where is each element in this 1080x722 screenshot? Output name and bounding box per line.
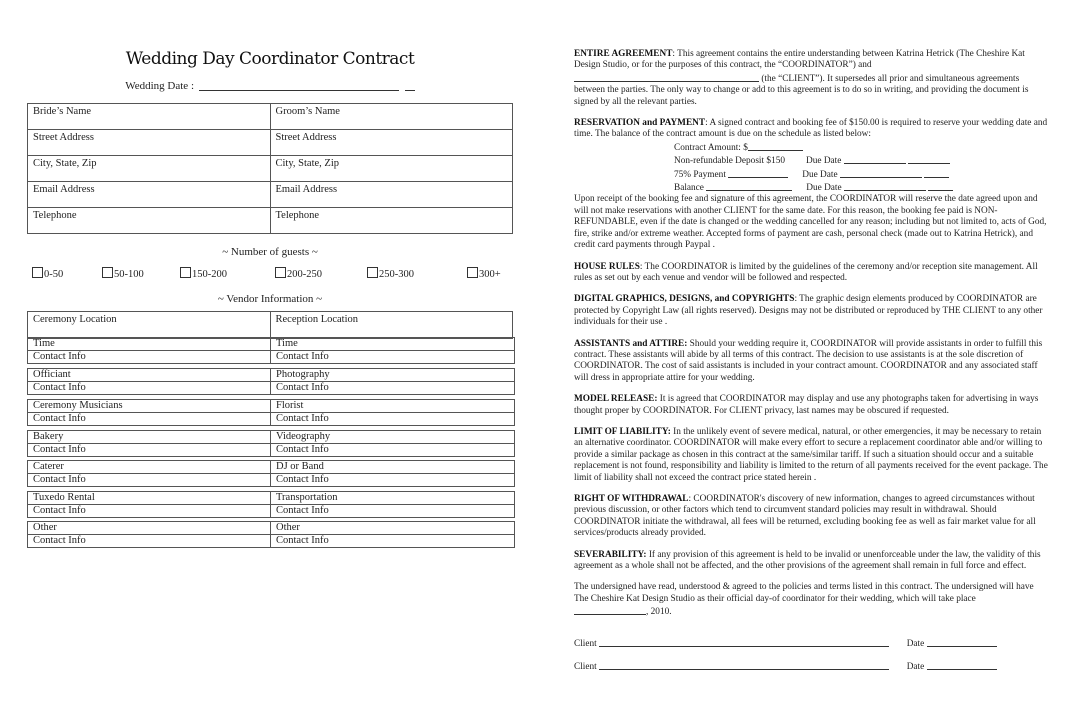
- deposit-label: Non-refundable Deposit $150: [674, 156, 786, 167]
- vendor-field[interactable]: Videography: [276, 431, 331, 442]
- client-info-table: [27, 103, 513, 234]
- liability-text: In the unlikely event of severe medical, natural, or other emergencies, it may be necessary to retain an alternative coordinator. COORDINATOR will make every effort to secure a replacement coordinator able and/or willing to provide a similar package as chosen in this contract at the same/similar tariff. If such a situation should occur and a suitable replacement is not found, responsibility and liability is limited to the return of all payments received for the event package. The limit of liability shall not exceed the contract price stated herein .: [574, 426, 1048, 483]
- entire-agreement: [574, 49, 1050, 108]
- checkbox-icon[interactable]: [275, 267, 286, 278]
- client-field-right[interactable]: Email Address: [270, 182, 513, 208]
- checkbox-icon[interactable]: [467, 267, 478, 278]
- balance-amount-line[interactable]: [706, 181, 792, 191]
- payment-due-label: Due Date: [802, 169, 838, 180]
- assistants-heading: ASSISTANTS and ATTIRE:: [574, 338, 688, 349]
- client-field-left[interactable]: Street Address: [28, 130, 271, 156]
- balance-label: Balance: [674, 183, 704, 194]
- vendor-field[interactable]: Contact Info: [28, 351, 271, 363]
- vendor-row: [28, 350, 514, 363]
- vendor-row: [28, 473, 514, 486]
- vendor-field[interactable]: Florist: [276, 400, 304, 411]
- vendor-block: [27, 368, 515, 395]
- entire-agreement-heading: ENTIRE AGREEMENT: [574, 49, 673, 59]
- terms-column: [574, 49, 1050, 629]
- guest-option-label: 50-100: [114, 269, 144, 280]
- client-field-right[interactable]: Telephone: [270, 208, 513, 234]
- severability-heading: SEVERABILITY:: [574, 549, 647, 560]
- vendor-row: [28, 369, 514, 381]
- model-release: [574, 394, 1050, 417]
- vendor-row: [28, 534, 514, 547]
- guest-option-label: 250-300: [379, 269, 414, 280]
- vendor-field[interactable]: Contact Info: [28, 535, 271, 547]
- checkbox-icon[interactable]: [367, 267, 378, 278]
- payment-due-line[interactable]: [840, 168, 922, 178]
- vendor-field[interactable]: Contact Info: [276, 505, 329, 516]
- date-line-1[interactable]: [927, 637, 997, 647]
- checkbox-icon[interactable]: [32, 267, 43, 278]
- vendor-block: [27, 399, 515, 426]
- contract-amount-label: Contract Amount: $: [674, 142, 748, 153]
- vendor-row: [28, 504, 514, 517]
- vendor-field[interactable]: Other: [28, 522, 271, 534]
- wedding-date-field[interactable]: [27, 80, 513, 92]
- client-signature-row-1: [574, 637, 997, 649]
- withdrawal-heading: RIGHT OF WITHDRAWAL: [574, 494, 689, 504]
- vendor-block: [27, 460, 515, 487]
- entire-agreement-text-b: (the “CLIENT”). It supersedes all prior and simultaneous agreements between the parties. The only way to change or add to this agreement is to do so in writing, and providing the document is signed by all the relevant parties.: [574, 73, 1029, 107]
- payment-due-line-2[interactable]: [924, 168, 949, 178]
- reservation-followup: Upon receipt of the booking fee and signature of this agreement, the COORDINATOR will reserve the date agreed upon and will not make reservations with another CLIENT for the same date. For this reason, the booking fee paid is NON-REFUNDABLE, even if the date is changed or the wedding cancelled for any reason; including but not limited to, acts of God, fire, strike and/or extreme weather. Accepted forms of payment are cash, personal check (made out to Katrina Hetrick), and credit card payments through Paypal .: [574, 194, 1047, 251]
- reservation-text: : A signed contract and booking fee of $150.00 is required to reserve your wedding date and time. The balance of the contract amount is due on the schedule as listed below:: [574, 118, 1048, 140]
- model-release-heading: MODEL RELEASE:: [574, 394, 658, 405]
- undersigned-statement: [574, 582, 1050, 618]
- client-label-2: Client: [574, 662, 597, 672]
- deposit-due-label: Due Date: [806, 156, 842, 167]
- vendor-field[interactable]: Transportation: [276, 492, 338, 503]
- vendor-block: [27, 491, 515, 518]
- balance-due-line[interactable]: [844, 181, 926, 191]
- house-rules: [574, 262, 1050, 285]
- client-field-right[interactable]: Groom’s Name: [270, 104, 513, 130]
- vendor-field[interactable]: Time: [28, 338, 271, 350]
- balance-due-label: Due Date: [806, 183, 842, 194]
- balance-due-line-2[interactable]: [928, 181, 953, 191]
- client-field-left[interactable]: Bride’s Name: [28, 104, 271, 130]
- guest-option[interactable]: [467, 267, 501, 280]
- guest-option-label: 300+: [479, 269, 501, 280]
- vendor-field[interactable]: Photography: [276, 369, 330, 380]
- vendor-field[interactable]: Time: [276, 338, 298, 349]
- page-title: Wedding Day Coordinator Contract: [125, 49, 415, 69]
- client-info-row: [28, 130, 513, 156]
- digital-graphics: [574, 294, 1050, 328]
- vendor-row: [28, 492, 514, 504]
- guests-heading: ~ Number of guests ~: [222, 246, 318, 258]
- guest-option[interactable]: [367, 267, 414, 280]
- payment-amount-line[interactable]: [728, 168, 788, 178]
- house-rules-text: : The COORDINATOR is limited by the guidelines of the ceremony and/or reception site management. All rules as set out by each venue and vendor will be followed and respected.: [574, 261, 1038, 283]
- vendor-field[interactable]: Tuxedo Rental: [28, 492, 271, 504]
- guest-option-label: 200-250: [287, 269, 322, 280]
- model-release-text: It is agreed that COORDINATOR may display and use any photographs taken for advertising in ways thought proper by COORDINATOR. For CLIENT privacy, last names may be obscured if requested.: [574, 394, 1039, 416]
- vendor-field[interactable]: Contact Info: [276, 382, 329, 393]
- limit-liability: [574, 427, 1050, 484]
- vendor-field[interactable]: Other: [276, 522, 300, 533]
- house-rules-heading: HOUSE RULES: [574, 261, 640, 272]
- vendor-row: [28, 400, 514, 412]
- vendor-heading: ~ Vendor Information ~: [217, 293, 323, 305]
- vendor-row: [28, 338, 514, 350]
- guest-option[interactable]: [180, 267, 227, 280]
- client-field-left[interactable]: City, State, Zip: [28, 156, 271, 182]
- client-name-line[interactable]: [574, 72, 759, 82]
- withdrawal-text: : COORDINATOR's discovery of new information, changes to agreed circumstances without previous discussion, or other factors which tend to circumvent standard policies may result in withdrawal. Should COORDINATOR initiate the withdrawal, all fees will be returned, excluding booking fee as well as fair market value for all services/products already provided.: [574, 494, 1036, 539]
- client-info-row: [28, 208, 513, 234]
- vendor-field[interactable]: Contact Info: [28, 505, 271, 517]
- reception-location-field[interactable]: Reception Location: [270, 312, 513, 339]
- guest-option[interactable]: [32, 267, 63, 280]
- vendor-field[interactable]: Contact Info: [28, 382, 271, 394]
- vendor-row: [28, 522, 514, 534]
- guest-option-label: 150-200: [192, 269, 227, 280]
- client-field-right[interactable]: City, State, Zip: [270, 156, 513, 182]
- client-info-row: [28, 182, 513, 208]
- client-signature-line-1[interactable]: [599, 637, 889, 647]
- vendor-block: [27, 430, 515, 457]
- client-signature-row-2: [574, 660, 997, 672]
- vendor-field[interactable]: Contact Info: [276, 444, 329, 455]
- checkbox-icon[interactable]: [180, 267, 191, 278]
- right-withdrawal: [574, 494, 1050, 540]
- client-field-left[interactable]: Telephone: [28, 208, 271, 234]
- vendor-row: [28, 412, 514, 425]
- deposit-due-line-2[interactable]: [908, 154, 950, 164]
- guest-option-label: 0-50: [44, 269, 64, 280]
- client-info-row: [28, 156, 513, 182]
- vendor-row: [28, 461, 514, 473]
- checkbox-icon[interactable]: [102, 267, 113, 278]
- undersigned-text: The undersigned have read, understood & agreed to the policies and terms listed in this contract. The undersigned will have The Cheshire Kat Design Studio as their official day-of coordinator for their wedding, which will take place: [574, 582, 1034, 604]
- payment-label: 75% Payment: [674, 169, 726, 180]
- entire-agreement-text-a: : This agreement contains the entire understanding between Katrina Hetrick (The Cheshire Kat Design Studio, or for the purposes of this contract, the “COORDINATOR”) and: [574, 49, 1025, 71]
- liability-heading: LIMIT OF LIABILITY:: [574, 426, 671, 437]
- vendor-row: [28, 381, 514, 394]
- date-label-2: Date: [906, 662, 925, 672]
- ceremony-location-field[interactable]: Ceremony Location: [28, 312, 271, 339]
- wedding-date-line[interactable]: [199, 80, 399, 91]
- vendor-field[interactable]: Contact Info: [276, 413, 329, 424]
- vendor-field[interactable]: Caterer: [28, 461, 271, 473]
- deposit-due-line[interactable]: [844, 154, 906, 164]
- vendor-field[interactable]: Contact Info: [28, 444, 271, 456]
- severability: [574, 550, 1050, 573]
- undersigned-year: , 2010.: [646, 607, 672, 618]
- assistants-attire: [574, 339, 1050, 385]
- vendor-field[interactable]: Contact Info: [28, 413, 271, 425]
- vendor-field[interactable]: Contact Info: [276, 351, 329, 362]
- payment-schedule: [674, 141, 1050, 195]
- contract-amount-line[interactable]: [748, 141, 803, 151]
- client-field-right[interactable]: Street Address: [270, 130, 513, 156]
- vendor-field[interactable]: Ceremony Musicians: [28, 400, 271, 412]
- client-field-left[interactable]: Email Address: [28, 182, 271, 208]
- vendor-field[interactable]: Contact Info: [276, 535, 329, 546]
- client-info-row: [28, 104, 513, 130]
- reservation-heading: RESERVATION and PAYMENT: [574, 118, 706, 129]
- location-table: [27, 311, 513, 339]
- digital-graphics-text: : The graphic design elements produced by COORDINATOR are protected by Copyright Law (all rights reserved). Designs may not be distributed or reproduced by THE CLIENT to any other individuals for their use .: [574, 294, 1043, 328]
- vendor-block: [27, 521, 515, 548]
- assistants-text: Should your wedding require it, COORDINATOR will provide assistants in order to fulfill this contract. These assistants will abide by all terms of this contract. The decision to use assistants is at the sole discretion of COORDINATOR. The cost of said assistants is included in your contract amount. COORDINATOR and any associated staff will dress in appropriate attire for your wedding.: [574, 338, 1043, 383]
- digital-graphics-heading: DIGITAL GRAPHICS, DESIGNS, and COPYRIGHTS: [574, 294, 795, 305]
- event-date-line[interactable]: [574, 605, 646, 615]
- vendor-row: [28, 443, 514, 456]
- guest-option[interactable]: [102, 267, 144, 280]
- form-column: [27, 0, 513, 722]
- severability-text: If any provision of this agreement is held to be invalid or unenforceable under the law, the validity of this agreement as a whole shall not be affected, and the other provisions of the agreement shall remain in full force and effect.: [574, 549, 1041, 572]
- client-label-1: Client: [574, 639, 597, 649]
- vendor-field[interactable]: Contact Info: [276, 474, 329, 485]
- reservation-payment: [574, 118, 1050, 251]
- vendor-row: [28, 431, 514, 443]
- wedding-date-line-end: [405, 80, 415, 91]
- vendor-field[interactable]: Bakery: [28, 431, 271, 443]
- vendor-field[interactable]: Contact Info: [28, 474, 271, 486]
- vendor-field[interactable]: DJ or Band: [276, 461, 324, 472]
- guest-option[interactable]: [275, 267, 322, 280]
- vendor-field[interactable]: Officiant: [28, 369, 271, 381]
- vendor-block: [27, 337, 515, 364]
- date-line-2[interactable]: [927, 660, 997, 670]
- client-signature-line-2[interactable]: [599, 660, 889, 670]
- wedding-date-label: Wedding Date :: [125, 80, 194, 92]
- date-label-1: Date: [906, 639, 925, 649]
